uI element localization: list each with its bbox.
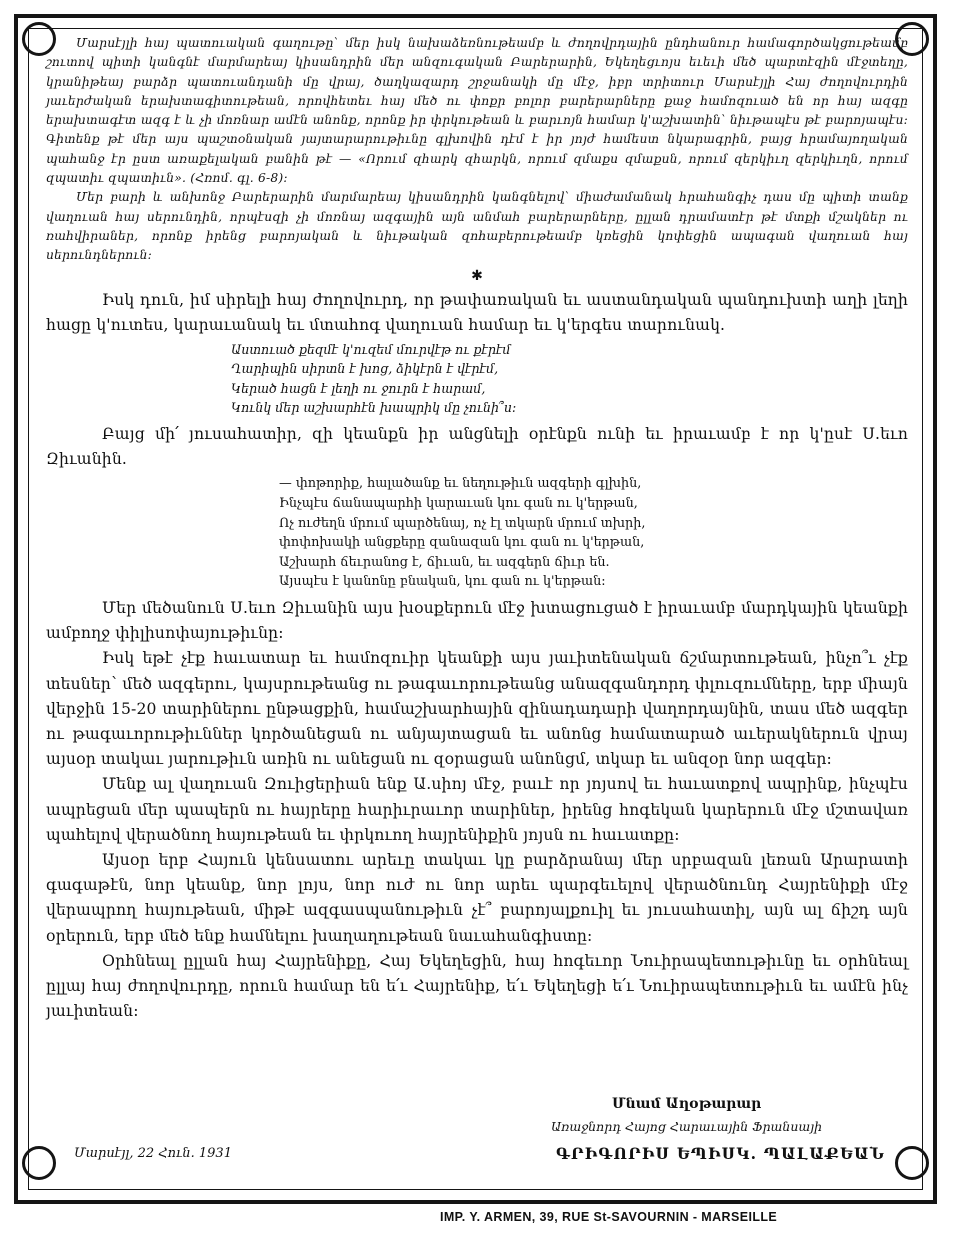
verse-line: Աշխարհ ճեւրանոց է, ճիւան, եւ ազգերն ճիւր են. <box>279 554 610 570</box>
paragraph-ararat: Այսօր երբ Հայուն կենսատու արեւը տակաւ կը բարձրանայ մեր սրբազան լեռան Արարատի գագաթէն, նոր կեանք, նոր լոյս, նոր ուժ ու նոր արեւ պարգեւելով վերածնունդ Հայրենիքի մէջ վերապրող հայութեան, միթէ ազգասպանութիւն չէ՞ բարոյալքուիլ եւ յուսահատիլ, այն ալ ճիշդ այն օրերուն, երբ մեծ ենք համնելու խաղաղութեան նաւահանգիստը։ <box>46 850 908 945</box>
verse-line: Կունկ մեր աշխարհէն խապրիկ մը չունի՞ս։ <box>231 400 517 416</box>
signature-title: Առաջնորդ Հայոց Հարաւային Ֆրանսայի <box>551 1119 823 1134</box>
signature-closing: Մնամ Աղօթարար <box>612 1096 762 1112</box>
verse-line: Աստուած քեզմէ կ'ուզեմ մուրվէթ ու քէրէմ <box>231 341 511 357</box>
signature-block <box>46 1096 908 1186</box>
verse-line: Այսպէս է կանոնը բնական, կու գան ու կ'երթան։ <box>279 574 606 590</box>
verse-line: Ոչ ուժեղն մրում պարծենայ, ոչ էլ տկարն մրում տխրի, <box>279 515 646 531</box>
letter-date: Մարսէյլ, 22 Հուն. 1931 <box>74 1146 232 1161</box>
signature-author: ԳՐԻԳՈՐԻՍ ԵՊԻՍԿ. ՊԱԼԱՔԵԱՆ <box>556 1144 886 1163</box>
paragraph-philosophy: Մեր մեծանուն Ս.եւո Զիւանին այս խօսքերուն մէջ խտացուցած է իրաւամբ մարդկային կեանքի ամբողջ փիլիսոփայութիւնը։ <box>46 598 908 643</box>
paragraph-blessing: Օրհնեալ ըլլան հայ Հայրենիքը, Հայ Եկեղեցին, հայ հոգեւոր Նուիրապետութիւնը եւ օրհնեալ ըլլայ հայ ժողովուրդը, որուն համար են ե՛ւ Հայրենիք, ե՛ւ Եկեղեցի ե՛ւ Նուիրապետութիւն եւ ամէն ինչ յաւիտեան։ <box>46 951 908 1021</box>
folk-song-verse <box>231 340 908 418</box>
printer-imprint: IMP. Y. ARMEN, 39, RUE St-SAVOURNIN - MARSEILLE <box>440 1210 778 1224</box>
paragraph-nations: Իսկ եթէ չէք հաւատար եւ համոզուիր կեանքի այս յաւիտենական ճշմարտութեան, ինչո՞ւ չէք տեսներ՝ մեծ ազգերու, կայսրութեանց ու թագաւորութեանց անազգանդորդ փլուզումները, երբ միայն վերջին 15-20 տարիներու ընթացքին, համաշխարհային զինադադարի վաղորդայնին, տաս մեծ ազգեր ու թագաւորութիւններ կործանեցան ու անյայտացան եւ անոնց համատարած աւերակներուն վրայ այսօր տակաւ յարութիւն առին ու անեցան ու զօրացան անոնցմ, տկար եւ անզօր նոր ազգեր։ <box>46 649 908 769</box>
jivani-verse <box>279 474 908 592</box>
letter-body <box>46 34 908 1024</box>
verse-line: փոփոխակի անցքերը զանազան կու գան ու կ'երթան, <box>279 535 645 551</box>
verse-line: Ղարիպին սիրտն է խոց, ձիկէրն է վէրէմ, <box>231 361 499 377</box>
intro-paragraph-2: Մեր բարի և անխոնջ Բարերարին մարմարեայ կիսանդրին կանգնելով՝ միաժամանակ հրահանգիչ դաս մը պիտի տանք վաղուան հայ սերունդին, որպէսզի չի մոռնայ ազգային այն անմահ բարերարները, ըլլան դրամատէր թէ մտքի մշակներ ու ռահվիրաներ, որոնք իրենց բարոյական և նիւթական զոհաբերութեամբ կռեցին կոփեցին ապագան վաղուան հայ սերունդներուն։ <box>46 190 908 263</box>
paragraph-switzerland: Մենք ալ վաղուան Զուիցերիան ենք Ա.սիոյ մէջ, բաւէ որ յոյսով եւ հաւատքով ապրինք, ինչպէս ապրեցան մեր պապերն ու հայրերը հարիւրաւոր տարիներ, իրենց հոգեկան կարերուն մէջ մշտավառ պահելով վերածնող հայութեան եւ փրկուող հայրենիքին յոյսն ու հաւատքը։ <box>46 775 908 844</box>
intro-paragraph-1: Մարսէյլի հայ պատուական գաղութը՝ մեր իսկ նախաձեռնութեամբ և ժողովրդային ընդհանուր համագործակցութեամբ շուտով պիտի կանգնէ մարմարեայ կիսանդրին մեր անզուգական Բարերարին, Եկեղեցւոյս եւեւի մեծ պարտէզին մէջտեղը, կրանիթեայ բարձր պատուանդանի մը վրայ, ծաղկազարդ շրջանակի մը մէջ, իբր տրիտուր Մարսէյլի Հայ ժողովուրդին յաւերժական երախտագիտութեան, որովհետեւ հայ մեծ ու փոքր բոլոր բարերարները քաջ համոզուած են որ հայ ազգը երախտագէտ ազգ է և չի մոռնար ամէն անոնք, որոնք իր փրկութեան և բարւոյն համար կ'աշխատին՝ նիւթապէս թէ բարոյապէս։ Գիտենք թէ մեր այս պաշտօնական յայտարարութիւնը գլխովին դէմ է իր յոյժ համեստ նկարագրին, բայց հրամայողական պահանջ էր ըստ առաքելական բանին թէ — «Որում զհարկ զհարկն, որում զմաքս զմաքսն, որում զերկիւղ զերկիւղն, որում զպատիւ զպատիւն». (Հռոմ. գլ. 6-8): <box>46 36 908 186</box>
paragraph-hope: Բայց մի՛ յուսահատիր, զի կեանքն իր անցնելի օրէնքն ունի եւ իրաւամբ է որ կ'ըսէ Ս.եւո Զիւանին. <box>46 424 908 469</box>
verse-line: Կերած հացն է լեղի ու ջուրն է հարամ, <box>231 380 486 396</box>
verse-line: — փոթորիք, հալածանք եւ նեղութիւն ազգերի գլխին, <box>279 476 642 492</box>
intro-italic-section <box>46 34 908 266</box>
section-separator-star: ✱ <box>471 267 483 284</box>
verse-line: Ինչպէս ճանապարհի կարաւան կու գան ու կ'երթան, <box>279 495 638 511</box>
paragraph-address: Իսկ դուն, իմ սիրելի հայ ժողովուրդ, որ թափառական եւ աստանդական պանդուխտի աղի լեղի հացը կ'ուտես, կարաւանակ եւ մտահոգ վաղուան համար եւ կ'երգես տարունակ. <box>46 290 908 334</box>
